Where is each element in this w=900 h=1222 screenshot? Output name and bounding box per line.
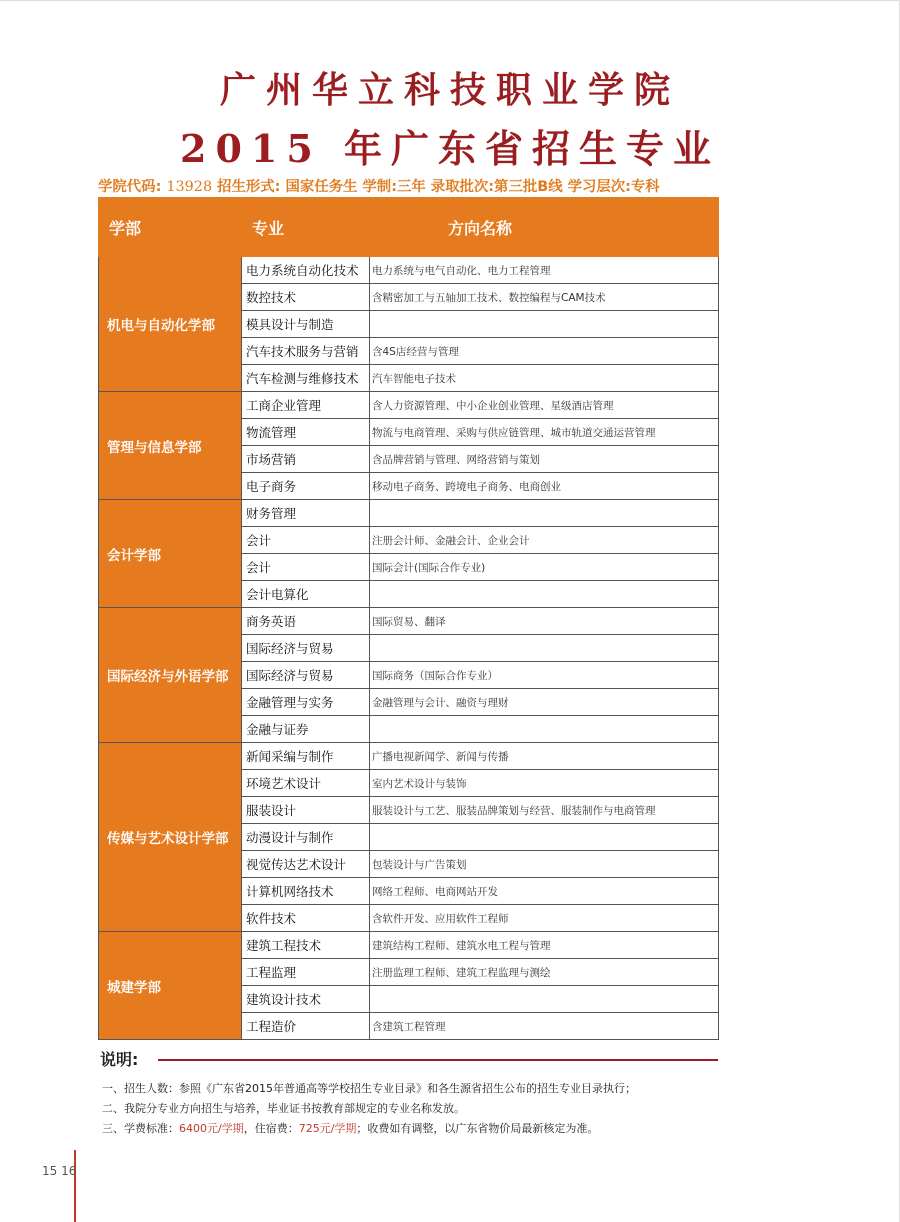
major-cell: 物流管理 bbox=[242, 419, 370, 446]
major-cell: 会计 bbox=[242, 554, 370, 581]
major-cell: 工商企业管理 bbox=[242, 392, 370, 419]
major-cell: 服装设计 bbox=[242, 797, 370, 824]
direction-cell: 含建筑工程管理 bbox=[370, 1013, 719, 1040]
major-cell: 工程监理 bbox=[242, 959, 370, 986]
admission-info bbox=[98, 175, 738, 196]
direction-cell bbox=[370, 716, 719, 743]
table-row bbox=[99, 257, 719, 284]
major-cell: 电力系统自动化技术 bbox=[242, 257, 370, 284]
direction-cell bbox=[370, 581, 719, 608]
direction-cell: 含人力资源管理、中小企业创业管理、星级酒店管理 bbox=[370, 392, 719, 419]
major-cell: 会计电算化 bbox=[242, 581, 370, 608]
major-cell: 建筑工程技术 bbox=[242, 932, 370, 959]
note-1: 一、招生人数：参照《广东省2015年普通高等学校招生专业目录》和各生源省招生公布的招生专业目录执行； bbox=[102, 1082, 636, 1095]
page-number: 15 16 bbox=[42, 1164, 77, 1178]
table-row bbox=[99, 932, 719, 959]
direction-cell: 国际贸易、翻译 bbox=[370, 608, 719, 635]
major-cell: 国际经济与贸易 bbox=[242, 635, 370, 662]
direction-cell: 注册会计师、金融会计、企业会计 bbox=[370, 527, 719, 554]
note-3-suffix: ；收费如有调整，以广东省物价局最新核定为准。 bbox=[356, 1122, 599, 1135]
note-3-prefix: 三、学费标准： bbox=[102, 1122, 179, 1135]
major-cell: 环境艺术设计 bbox=[242, 770, 370, 797]
direction-cell: 电力系统与电气自动化、电力工程管理 bbox=[370, 257, 719, 284]
direction-cell bbox=[370, 824, 719, 851]
table-row bbox=[99, 500, 719, 527]
department-cell: 管理与信息学部 bbox=[99, 392, 242, 500]
page-border-top bbox=[0, 0, 900, 1]
major-cell: 商务英语 bbox=[242, 608, 370, 635]
department-cell: 传媒与艺术设计学部 bbox=[99, 743, 242, 932]
table-row bbox=[99, 392, 719, 419]
page-title: 广州华立科技职业学院 bbox=[219, 69, 680, 111]
major-cell: 建筑设计技术 bbox=[242, 986, 370, 1013]
direction-cell: 含品牌营销与管理、网络营销与策划 bbox=[370, 446, 719, 473]
direction-cell: 汽车智能电子技术 bbox=[370, 365, 719, 392]
major-cell: 软件技术 bbox=[242, 905, 370, 932]
direction-cell: 注册监理工程师、建筑工程监理与测绘 bbox=[370, 959, 719, 986]
major-cell: 电子商务 bbox=[242, 473, 370, 500]
tuition-fee: 6400元/学期 bbox=[179, 1122, 244, 1135]
direction-cell: 含4S店经营与管理 bbox=[370, 338, 719, 365]
direction-cell: 建筑结构工程师、建筑水电工程与管理 bbox=[370, 932, 719, 959]
notes-divider bbox=[158, 1059, 718, 1061]
table-row bbox=[99, 743, 719, 770]
major-cell: 金融与证券 bbox=[242, 716, 370, 743]
major-cell: 动漫设计与制作 bbox=[242, 824, 370, 851]
note-3-mid: ，住宿费： bbox=[243, 1122, 299, 1135]
note-3 bbox=[102, 1120, 598, 1136]
header-department: 学部 bbox=[99, 198, 242, 257]
direction-cell bbox=[370, 986, 719, 1013]
table-body bbox=[99, 257, 719, 1040]
direction-cell: 室内艺术设计与装饰 bbox=[370, 770, 719, 797]
code-value: 13928 bbox=[166, 179, 213, 195]
department-cell: 国际经济与外语学部 bbox=[99, 608, 242, 743]
header-major: 专业 bbox=[242, 198, 370, 257]
major-cell: 工程造价 bbox=[242, 1013, 370, 1040]
direction-cell: 包装设计与广告策划 bbox=[370, 851, 719, 878]
majors-table bbox=[98, 197, 719, 1040]
direction-cell bbox=[370, 500, 719, 527]
major-cell: 汽车检测与维修技术 bbox=[242, 365, 370, 392]
direction-cell: 金融管理与会计、融资与理财 bbox=[370, 689, 719, 716]
department-cell: 会计学部 bbox=[99, 500, 242, 608]
note-2: 二、我院分专业方向招生与培养，毕业证书按教育部规定的专业名称发放。 bbox=[102, 1102, 465, 1115]
direction-cell: 国际会计(国际合作专业) bbox=[370, 554, 719, 581]
header-direction: 方向名称 bbox=[370, 198, 719, 257]
direction-cell: 网络工程师、电商网站开发 bbox=[370, 878, 719, 905]
margin-rule bbox=[74, 1150, 76, 1222]
direction-cell: 含软件开发、应用软件工程师 bbox=[370, 905, 719, 932]
info-rest: 招生形式: 国家任务生 学制:三年 录取批次:第三批B线 学习层次:专科 bbox=[212, 179, 660, 195]
major-cell: 数控技术 bbox=[242, 284, 370, 311]
major-cell: 国际经济与贸易 bbox=[242, 662, 370, 689]
notes-heading: 说明: bbox=[100, 1050, 139, 1069]
major-cell: 模具设计与制造 bbox=[242, 311, 370, 338]
major-cell: 计算机网络技术 bbox=[242, 878, 370, 905]
room-fee: 725元/学期 bbox=[298, 1122, 357, 1135]
department-cell: 机电与自动化学部 bbox=[99, 257, 242, 392]
department-cell: 城建学部 bbox=[99, 932, 242, 1040]
direction-cell bbox=[370, 311, 719, 338]
direction-cell: 移动电子商务、跨境电子商务、电商创业 bbox=[370, 473, 719, 500]
direction-cell bbox=[370, 635, 719, 662]
major-cell: 新闻采编与制作 bbox=[242, 743, 370, 770]
direction-cell: 广播电视新闻学、新闻与传播 bbox=[370, 743, 719, 770]
major-cell: 汽车技术服务与营销 bbox=[242, 338, 370, 365]
table-row bbox=[99, 608, 719, 635]
major-cell: 市场营销 bbox=[242, 446, 370, 473]
direction-cell: 服装设计与工艺、服装品牌策划与经营、服装制作与电商管理 bbox=[370, 797, 719, 824]
code-label: 学院代码: bbox=[98, 179, 167, 195]
table-header-row bbox=[99, 198, 719, 257]
page-subtitle: 2015 年广东省招生专业 bbox=[180, 126, 720, 171]
major-cell: 会计 bbox=[242, 527, 370, 554]
majors-table-wrap bbox=[98, 197, 718, 1040]
major-cell: 财务管理 bbox=[242, 500, 370, 527]
direction-cell: 物流与电商管理、采购与供应链管理、城市轨道交通运营管理 bbox=[370, 419, 719, 446]
direction-cell: 国际商务（国际合作专业） bbox=[370, 662, 719, 689]
major-cell: 视觉传达艺术设计 bbox=[242, 851, 370, 878]
direction-cell: 含精密加工与五轴加工技术、数控编程与CAM技术 bbox=[370, 284, 719, 311]
major-cell: 金融管理与实务 bbox=[242, 689, 370, 716]
